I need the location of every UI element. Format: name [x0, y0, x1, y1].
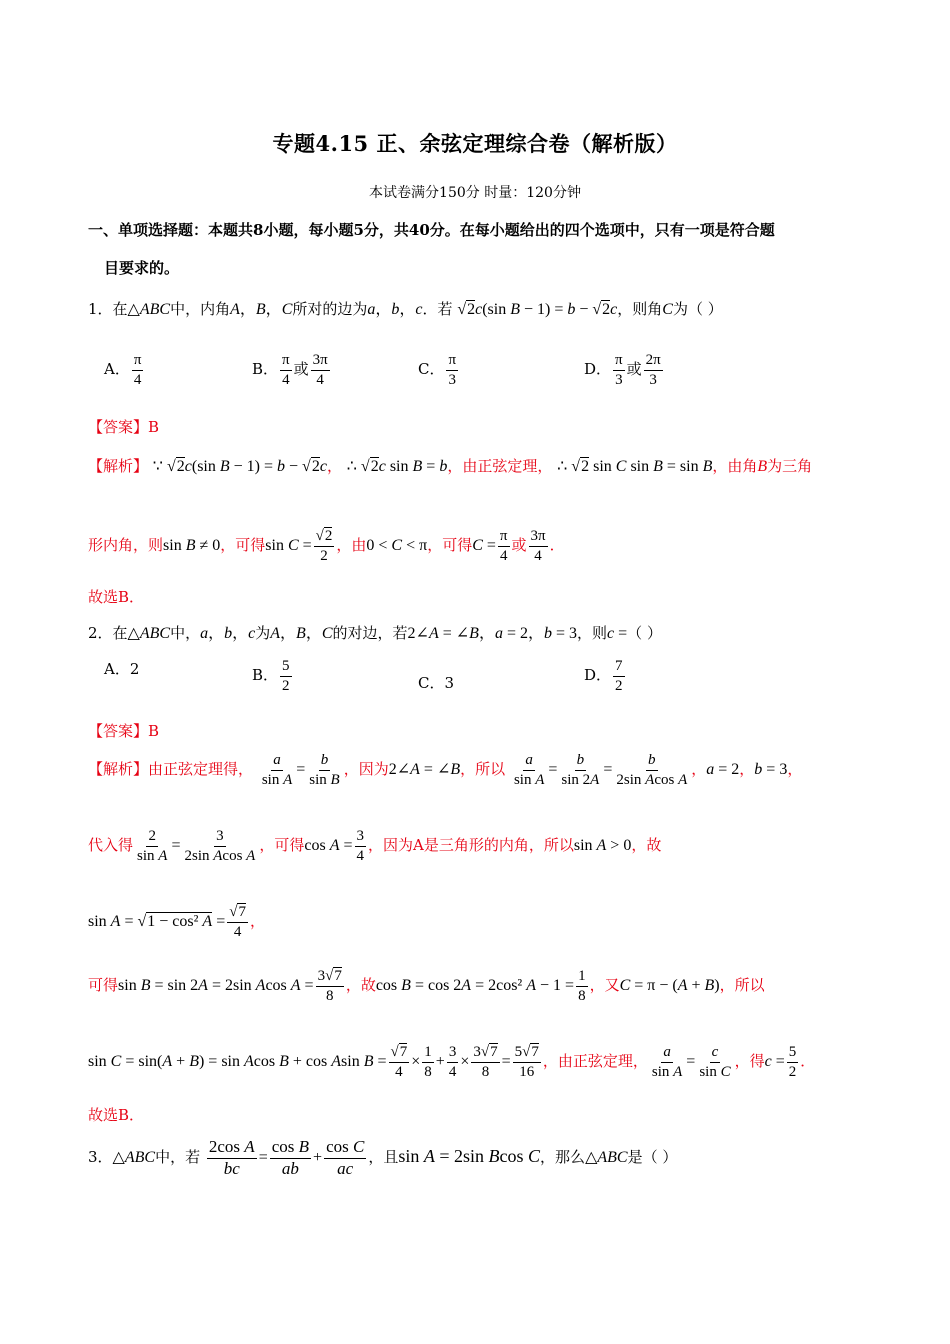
q2-analysis-line5: sin C = sin(A + B) = sin Acos B + cos Asin B = $\frac{√7}{4}$ × $\frac{1}{8}$ + $\frac{3}{4}$ × $\frac{3√7}{8}$ = $\frac{5√7}{16}$ ，由正弦定理， $\frac{a}{\text{sin A}}$ = $\frac{c}{\text{sin C}}$ ，得c = $\frac{5}{2}$ ． — [88, 1044, 816, 1080]
q1-option-b: B． $\frac{\pi}{4}$ 或 $\frac{3\pi}{4}$ — [252, 352, 328, 388]
section-heading-line2: 目要求的。 — [104, 259, 180, 277]
q2-option-b: B． $\frac{5}{2}$ — [252, 658, 290, 694]
q2-option-d: D． $\frac{7}{2}$ — [584, 658, 623, 694]
q2-option-a: A．2 — [104, 660, 140, 678]
q2-analysis-line1: 【解析】由正弦定理得， $\frac{a}{\text{sin A}}$ = $\frac{b}{\text{sin B}}$ ，因为2∠A = ∠B，所以 $\frac{a}{\text{sin A}}$ = $\frac{b}{\sin 2A}$ = $\frac{b}{\text{2sin Acos A}}$ ，a = 2，b = 3， — [88, 752, 803, 788]
question-1-stem: 1．在△ABC中，内角A，B，C所对的边为a，b，c．若 √2c(sin B − 1) = b − √2c，则角C为（ ） — [88, 300, 723, 318]
q1-analysis-line1: 【解析】 ∵ √2c(sin B − 1) = b − √2c， ∴ √2c sin B = b，由正弦定理， ∴ √2 sin C sin B = sin B，由角B为三角 — [88, 457, 813, 475]
question-2-stem: 2．在△ABC中，a，b，c为A，B，C的对边，若2∠A = ∠B，a = 2，b = 3，则c =（ ） — [88, 624, 662, 642]
q1-conclusion: 故选B． — [88, 588, 145, 606]
q2-analysis-line4: 可得sin B = sin 2A = 2sin Acos A = $\frac{3√7}{8}$ ，故cos B = cos 2A = 2cos² A − 1 = $\frac{1}{8}$ ，又C = π − (A + B)，所以 — [88, 968, 765, 1004]
q1-answer: 【答案】B — [88, 418, 160, 436]
q2-conclusion: 故选B． — [88, 1106, 145, 1124]
question-3-stem: 3．△ABC中，若 $\frac{\text{2cos A}}{bc}$ = $\frac{\text{cos B}}{ab}$ + $\frac{\text{cos C}}{ac}$ ，且sin A = 2sin Bcos C，那么△ABC是（ ） — [88, 1137, 678, 1178]
q2-analysis-line3: sin A = √1 − cos² A = $\frac{√7}{4}$ ， — [88, 904, 265, 940]
q2-answer: 【答案】B — [88, 722, 160, 740]
q2-analysis-line2: 代入得 $\frac{2}{\text{sin A}}$ = $\frac{3}{\text{2sin Acos A}}$ ，可得cos A = $\frac{3}{4}$ ，因为A是三角形的内角，所以sin A > 0，故 — [88, 828, 662, 864]
exam-info: 本试卷满分150分 时量：120分钟 — [369, 185, 581, 201]
q1-option-d: D． $\frac{\pi}{3}$ 或 $\frac{2\pi}{3}$ — [584, 352, 661, 388]
q1-option-c: C． $\frac{\pi}{3}$ — [418, 352, 457, 388]
page-title: 专题4.15 正、余弦定理综合卷（解析版） — [272, 131, 678, 156]
section-heading-line1: 一、单项选择题：本题共8小题，每小题5分，共40分。在每小题给出的四个选项中，只有一项是符合题 — [88, 221, 775, 239]
q1-option-a: A． $\frac{\pi}{4}$ — [104, 352, 142, 388]
q2-option-c: C．3 — [418, 674, 455, 692]
q1-analysis-line2: 形内角，则sin B ≠ 0，可得sin C = $\frac{√2}{2}$ ，由0 < C < π，可得C = $\frac{\pi}{4}$ 或 $\frac{3\pi}{4}$ ． — [88, 528, 565, 564]
